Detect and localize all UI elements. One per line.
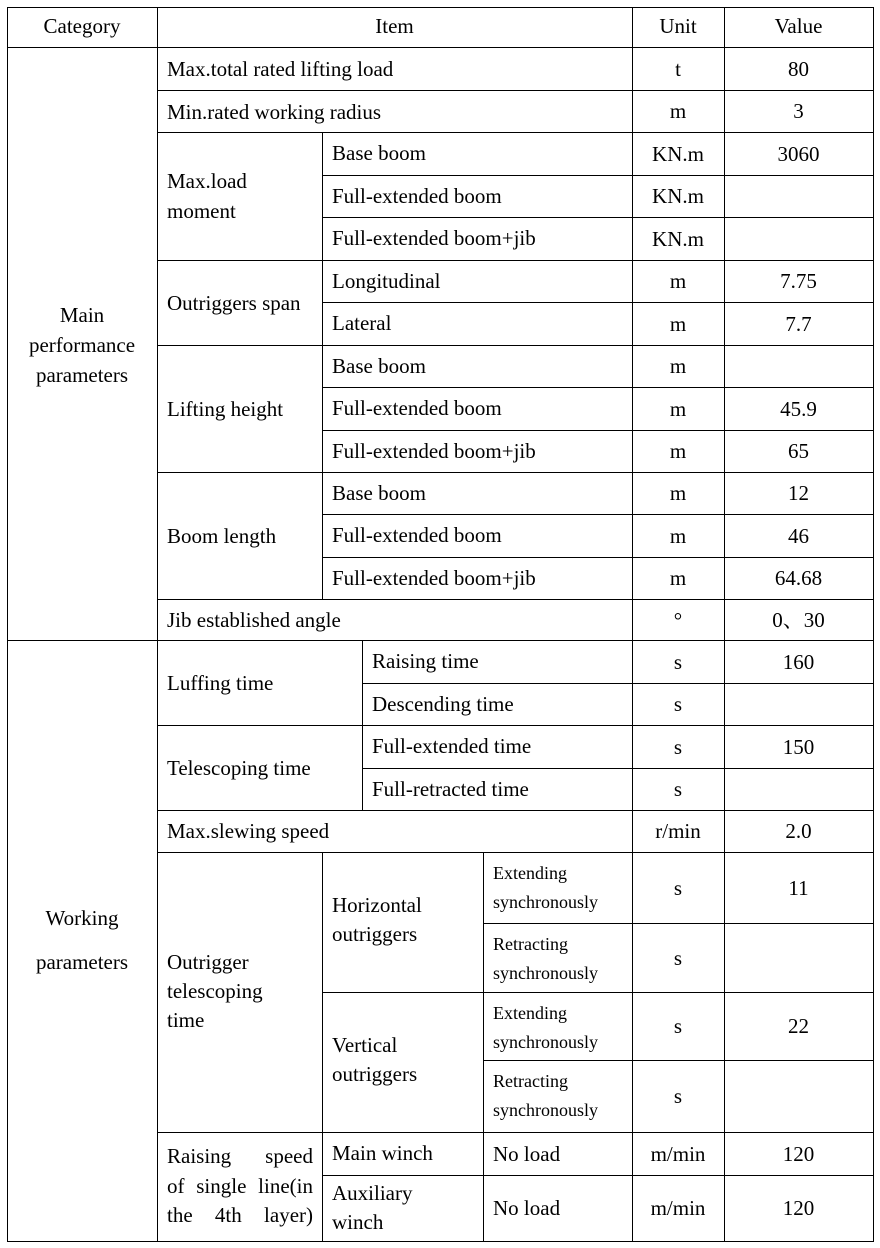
item-label: Base boom [332,481,426,505]
table-rule [157,345,874,346]
table-rule [322,852,323,1242]
unit-cell: m [669,354,687,378]
unit-cell: s [673,692,683,716]
item-label: Full-extended boom+jib [332,226,536,250]
table-rule [322,345,323,473]
header-item: Item [375,14,414,38]
item-label: Full-extended boom+jib [332,439,536,463]
group-label: Outrigger telescoping time [167,950,263,1032]
item-label: Retracting synchronously [493,934,598,983]
item-label: Full-extended time [372,734,532,758]
value-cell: 64.68 [774,566,823,590]
item-label: Full-retracted time [372,777,529,801]
value-cell: 3060 [777,142,820,166]
value-cell: 120 [782,1142,815,1166]
unit-cell: r/min [655,819,701,843]
unit-cell: s [673,735,683,759]
header-category: Category [43,14,121,38]
unit-cell: m/min [650,1196,706,1220]
unit-cell: m [669,481,687,505]
unit-cell: t [675,57,681,81]
item-label: Extending synchronously [493,863,598,912]
value-cell: 12 [788,481,809,505]
sub-group-label: Vertical outriggers [332,1033,418,1086]
unit-cell: m [669,397,687,421]
table-rule [322,557,874,558]
table-rule [322,387,874,388]
table-rule [873,7,874,1242]
item-label: No load [493,1196,561,1220]
unit-cell: m [669,312,687,336]
item-label: Base boom [332,354,426,378]
unit-cell: s [673,1014,683,1038]
header-unit: Unit [659,14,697,38]
unit-cell: m [669,439,687,463]
table-rule [157,90,874,91]
unit-cell: m [669,99,687,123]
item-label: Longitudinal [332,269,441,293]
table-rule [322,132,323,261]
item-label: Raising time [372,649,479,673]
category-working-l1: Working [45,906,119,930]
group-label: Boom length [167,524,277,548]
value-cell: 120 [782,1196,815,1220]
table-rule [362,683,874,684]
unit-cell: s [673,777,683,801]
table-rule [157,1132,874,1133]
value-cell: 45.9 [780,397,817,421]
group-label: Luffing time [167,671,274,695]
item-label: Full-extended boom [332,396,502,420]
item-label: Jib established angle [167,608,341,632]
group-label: Outriggers span [167,291,301,315]
table-rule [157,852,874,853]
sub-group-label: Auxiliary winch [332,1181,413,1234]
value-cell: 46 [788,524,809,548]
category-working-l2: parameters [35,950,129,974]
table-rule [322,472,323,600]
table-rule [322,992,874,993]
item-label: Retracting synchronously [493,1071,598,1120]
unit-cell: KN.m [652,227,704,251]
table-rule [7,7,8,1242]
group-label: Telescoping time [167,756,311,780]
table-rule [322,514,874,515]
group-label: Lifting height [167,397,284,421]
value-cell: 7.7 [785,312,812,336]
table-rule [157,599,874,600]
value-cell: 22 [788,1014,809,1038]
table-rule [7,640,874,641]
table-rule [322,175,874,176]
item-label: Min.rated working radius [167,100,382,124]
item-label: Extending synchronously [493,1003,598,1052]
table-rule [322,217,874,218]
table-rule [322,430,874,431]
item-label: Descending time [372,692,514,716]
table-rule [322,1175,874,1176]
item-label: Max.slewing speed [167,819,330,843]
unit-cell: m [669,524,687,548]
unit-cell: s [673,1084,683,1108]
item-label: Full-extended boom+jib [332,566,536,590]
group-label: Raising speed of single line(in the 4th layer) [167,1144,313,1227]
table-rule [483,923,874,924]
unit-cell: m [669,269,687,293]
table-rule [157,132,874,133]
table-rule [483,1060,874,1061]
item-label: Lateral [332,311,392,335]
table-rule [483,852,484,1242]
item-label: Base boom [332,141,426,165]
unit-cell: KN.m [652,184,704,208]
table-rule [322,302,874,303]
value-cell: 80 [788,57,809,81]
value-cell: 2.0 [785,819,812,843]
category-main-performance: Main performance parameters [28,303,136,387]
unit-cell: m [669,566,687,590]
group-label: Max.load moment [167,169,247,223]
table-rule [157,725,874,726]
table-rule [322,260,323,346]
table-rule [157,260,874,261]
table-rule [157,472,874,473]
value-cell: 3 [793,99,804,123]
table-rule [157,7,158,1242]
table-rule [157,810,874,811]
value-cell: 7.75 [780,269,817,293]
unit-cell: ° [673,608,683,632]
table-rule [362,768,874,769]
unit-cell: s [673,650,683,674]
value-cell: 65 [788,439,809,463]
header-value: Value [774,14,823,38]
value-cell: 150 [782,735,815,759]
table-rule [7,1241,874,1242]
unit-cell: m/min [650,1142,706,1166]
unit-cell: KN.m [652,142,704,166]
sub-group-label: Main winch [332,1141,433,1165]
table-rule [7,7,874,8]
table-rule [7,47,874,48]
item-label: No load [493,1142,561,1166]
value-cell: 160 [782,650,815,674]
unit-cell: s [673,946,683,970]
item-label: Full-extended boom [332,184,502,208]
sub-group-label: Horizontal outriggers [332,893,422,946]
item-label: Max.total rated lifting load [167,57,394,81]
value-cell: 11 [788,876,809,900]
unit-cell: s [673,876,683,900]
value-cell: 0、30 [772,608,825,632]
item-label: Full-extended boom [332,523,502,547]
